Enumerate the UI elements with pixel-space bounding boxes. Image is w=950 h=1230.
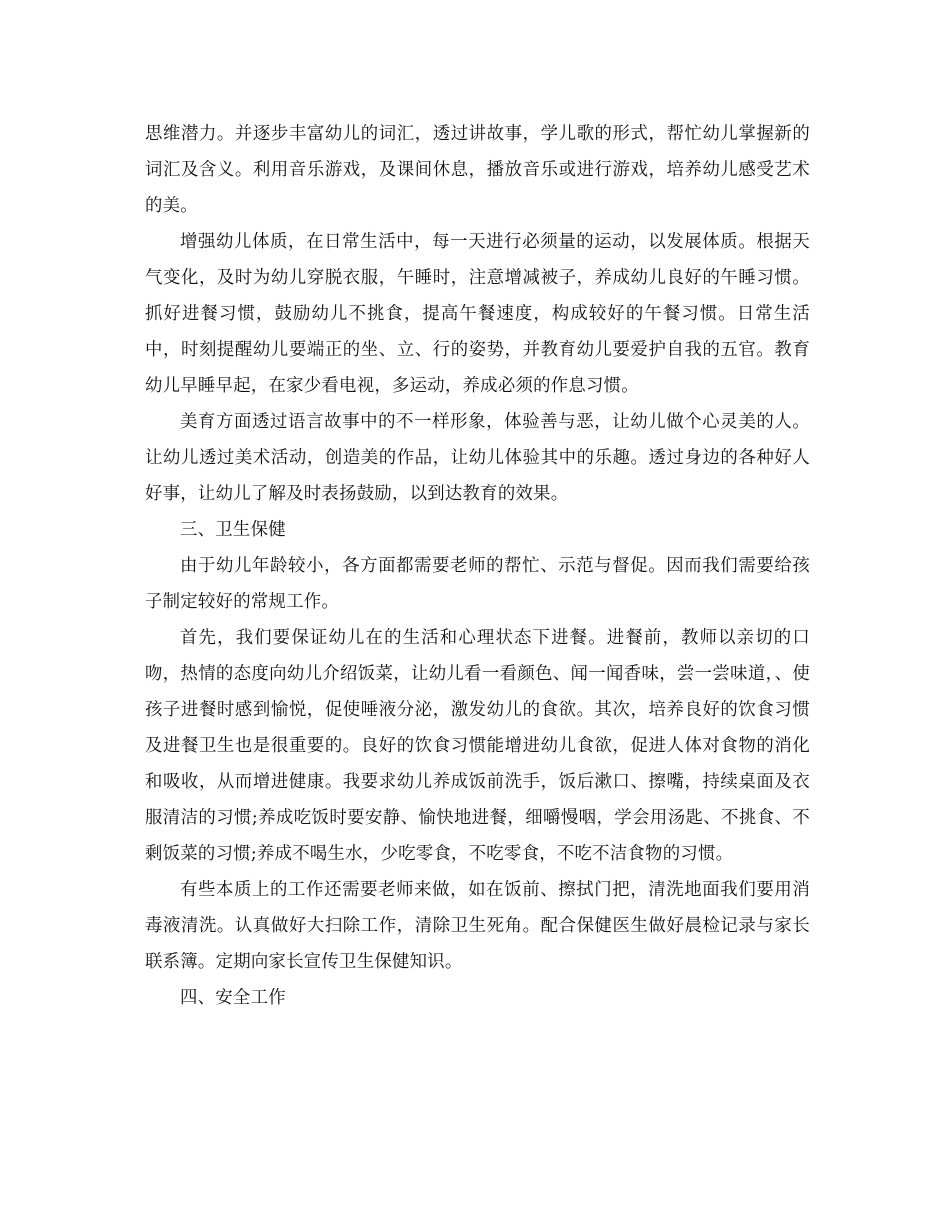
paragraph-meal-habits: 首先，我们要保证幼儿在的生活和心理状态下进餐。进餐前，教师以亲切的口吻，热情的态度向幼儿介绍饭菜，让幼儿看一看颜色、闻一闻香味，尝一尝味道，、使孩子进餐时感到愉悦，促使唾液分泌，激发幼儿的食欲。其次，培养良好的饮食习惯及进餐卫生也是很重要的。良好的饮食习惯能增进幼儿食欲，促进人体对食物的消化和吸收，从而增进健康。我要求幼儿养成饭前洗手，饭后漱口、擦嘴，持续桌面及衣服清洁的习惯;养成吃饭时要安静、愉快地进餐，细嚼慢咽，学会用汤匙、不挑食、不剩饭菜的习惯;养成不喝生水，少吃零食，不吃零食，不吃不洁食物的习惯。 (145, 628, 810, 864)
paragraph-aesthetic-education: 美育方面透过语言故事中的不一样形象，体验善与恶，让幼儿做个心灵美的人。让幼儿透过美术活动，创造美的作品，让幼儿体验其中的乐趣。透过身边的各种好人好事，让幼儿了解及时表扬鼓励，以到达教育的效果。 (145, 412, 810, 504)
section-heading-hygiene: 三、卫生保健 (180, 520, 286, 540)
document-page (145, 116, 810, 1016)
paragraph-hygiene-routine: 由于幼儿年龄较小，各方面都需要老师的帮忙、示范与督促。因而我们需要给孩子制定较好的常规工作。 (145, 556, 810, 612)
paragraph-cleaning-work: 有些本质上的工作还需要老师来做，如在饭前、擦拭门把，清洗地面我们要用消毒液清洗。认真做好大扫除工作，清除卫生死角。配合保健医生做好晨检记录与家长联系簿。定期向家长宣传卫生保健知识。 (145, 880, 810, 972)
paragraph-thinking-potential: 思维潜力。并逐步丰富幼儿的词汇，透过讲故事，学儿歌的形式，帮忙幼儿掌握新的词汇及含义。利用音乐游戏，及课间休息，播放音乐或进行游戏，培养幼儿感受艺术的美。 (145, 124, 810, 216)
section-heading-safety: 四、安全工作 (180, 988, 286, 1008)
paragraph-physical-fitness: 增强幼儿体质，在日常生活中，每一天进行必须量的运动，以发展体质。根据天气变化，及时为幼儿穿脱衣服，午睡时，注意增减被子，养成幼儿良好的午睡习惯。抓好进餐习惯，鼓励幼儿不挑食，提高午餐速度，构成较好的午餐习惯。日常生活中，时刻提醒幼儿要端正的坐、立、行的姿势，并教育幼儿要爱护自我的五官。教育幼儿早睡早起，在家少看电视，多运动，养成必须的作息习惯。 (145, 232, 810, 396)
